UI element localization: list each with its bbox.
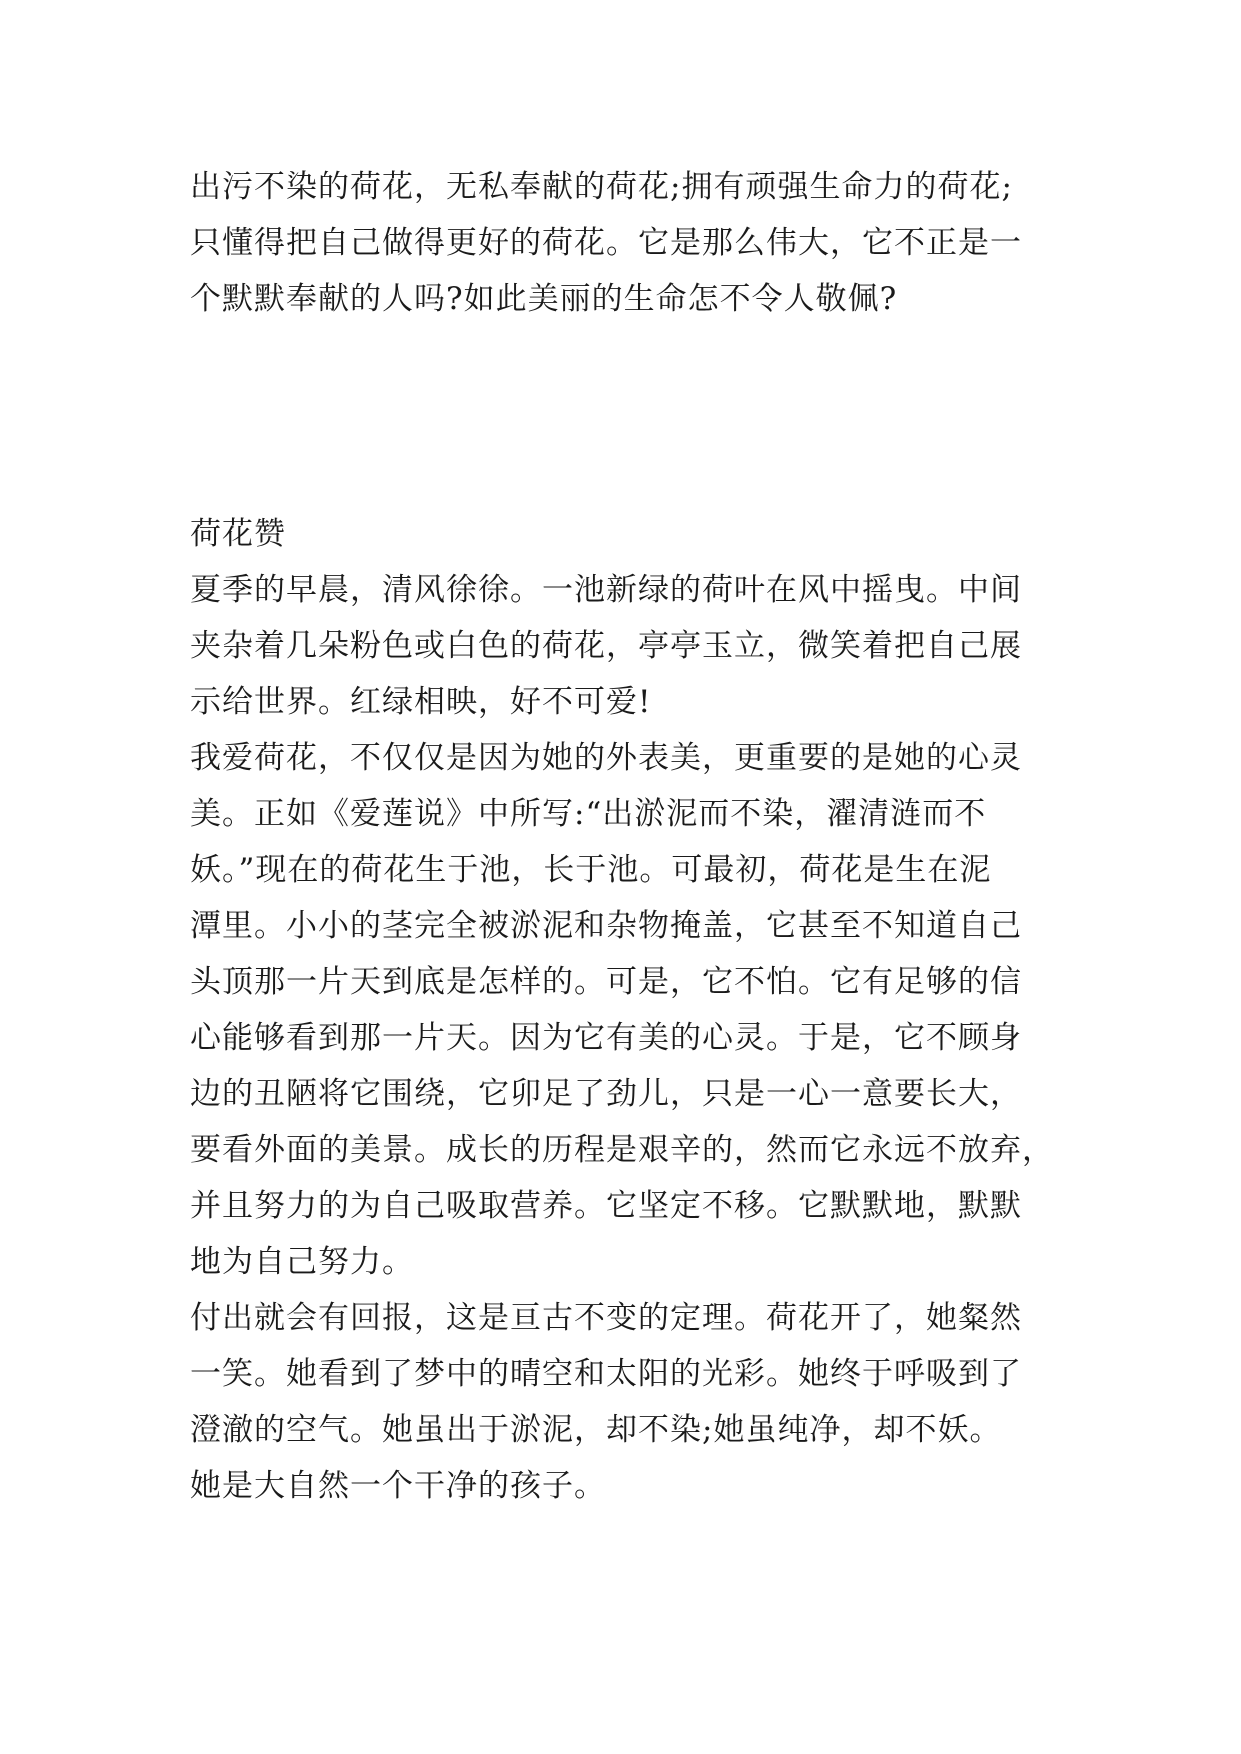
essay-title-block: [190, 506, 1070, 562]
text-line: 美。正如《爱莲说》中所写:“出淤泥而不染，濯清涟而不: [190, 796, 987, 832]
text-line: 地为自己努力。: [190, 1244, 414, 1280]
text-line: 示给世界。红绿相映，好不可爱!: [190, 684, 652, 720]
intro-paragraph: [190, 159, 1070, 327]
essay-body: [190, 562, 1070, 1514]
text-line: 并且努力的为自己吸取营养。它坚定不移。它默默地，默默: [190, 1188, 1022, 1224]
text-line: 夹杂着几朵粉色或白色的荷花，亭亭玉立，微笑着把自己展: [190, 628, 1022, 664]
text-line: 潭里。小小的茎完全被淤泥和杂物掩盖，它甚至不知道自己: [190, 908, 1022, 944]
text-line: 一笑。她看到了梦中的晴空和太阳的光彩。她终于呼吸到了: [190, 1356, 1022, 1392]
text-line: 澄澈的空气。她虽出于淤泥，却不染;她虽纯净，却不妖。: [190, 1412, 1002, 1448]
text-line: 要看外面的美景。成长的历程是艰辛的，然而它永远不放弃，: [190, 1132, 1054, 1168]
text-line: 出污不染的荷花，无私奉献的荷花;拥有顽强生命力的荷花;: [190, 169, 1013, 205]
text-line: 妖。”现在的荷花生于池，长于池。可最初，荷花是生在泥: [190, 852, 992, 888]
text-line: 她是大自然一个干净的孩子。: [190, 1468, 606, 1504]
text-line: 头顶那一片天到底是怎样的。可是，它不怕。它有足够的信: [190, 964, 1022, 1000]
text-line: 心能够看到那一片天。因为它有美的心灵。于是，它不顾身: [190, 1020, 1022, 1056]
essay-title: 荷花赞: [190, 516, 286, 552]
text-line: 个默默奉献的人吗?如此美丽的生命怎不令人敬佩?: [190, 281, 898, 317]
text-line: 我爱荷花，不仅仅是因为她的外表美，更重要的是她的心灵: [190, 740, 1022, 776]
text-line: 只懂得把自己做得更好的荷花。它是那么伟大，它不正是一: [190, 225, 1022, 261]
text-line: 边的丑陋将它围绕，它卯足了劲儿，只是一心一意要长大，: [190, 1076, 1022, 1112]
text-line: 付出就会有回报，这是亘古不变的定理。荷花开了，她粲然: [190, 1300, 1022, 1336]
text-line: 夏季的早晨，清风徐徐。一池新绿的荷叶在风中摇曳。中间: [190, 572, 1022, 608]
